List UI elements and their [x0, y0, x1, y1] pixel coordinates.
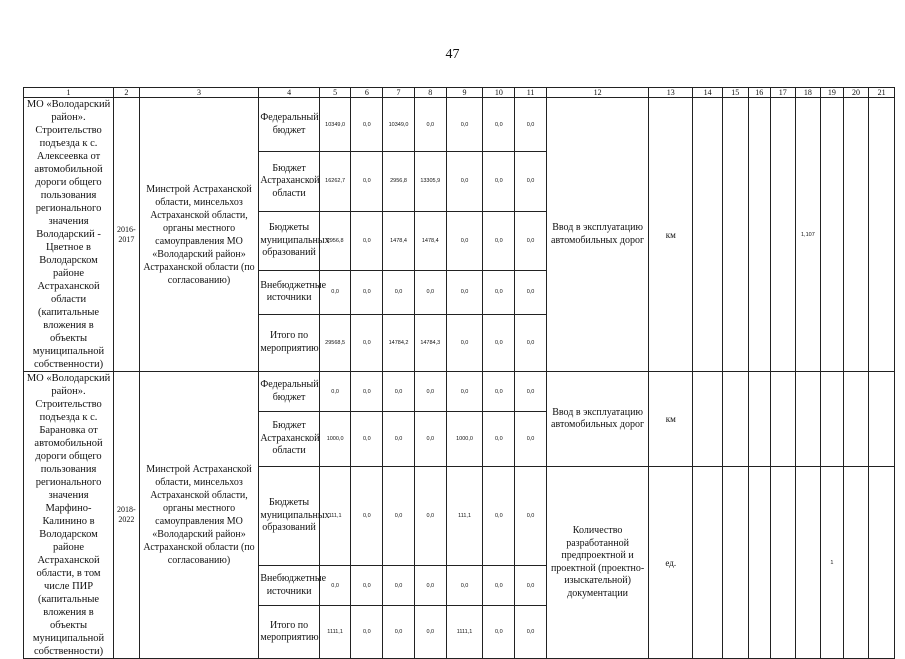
- unit-cell: км: [649, 98, 693, 372]
- funding-source: Федеральный бюджет: [259, 372, 319, 412]
- value-cell: 0,0: [414, 566, 446, 606]
- column-number: 3: [139, 88, 259, 98]
- column-number: 10: [483, 88, 515, 98]
- funding-source: Внебюджетные источники: [259, 566, 319, 606]
- value-cell: 0,0: [351, 412, 383, 467]
- column-number: 14: [693, 88, 723, 98]
- column-number: 16: [748, 88, 771, 98]
- empty-cell: [748, 467, 771, 659]
- column-number: 15: [722, 88, 748, 98]
- value-cell: 0,0: [383, 412, 415, 467]
- empty-cell: [843, 98, 869, 372]
- value-cell: 1478,4: [383, 211, 415, 271]
- value-cell: 0,0: [351, 467, 383, 566]
- value-cell: 10349,0: [319, 98, 351, 152]
- column-number: 8: [414, 88, 446, 98]
- unit-cell: ед.: [649, 467, 693, 659]
- empty-cell: [795, 372, 821, 467]
- value-cell: 2956,8: [319, 211, 351, 271]
- indicator-cell: Количество разработанной предпроектной и проектной (проектно-изыскательной) документации: [546, 467, 648, 659]
- value-cell: 111,1: [446, 467, 483, 566]
- value-cell: 0,0: [414, 372, 446, 412]
- empty-cell: [795, 467, 821, 659]
- empty-cell: [771, 98, 796, 372]
- empty-cell: [843, 467, 869, 659]
- value-cell: 16262,7: [319, 152, 351, 212]
- value-cell: 10349,0: [383, 98, 415, 152]
- value-cell: 0,0: [483, 467, 515, 566]
- value-cell: 0,0: [351, 98, 383, 152]
- value-cell: 0,0: [319, 372, 351, 412]
- value-cell: 0,0: [414, 98, 446, 152]
- value-cell: 0,0: [483, 98, 515, 152]
- executor-cell: Минстрой Астраханской области, минсельхоз Астраханской области, органы местного самоуправления МО «Володарский район» Астраханской области (по согласованию): [139, 372, 259, 659]
- value-cell: 0,0: [515, 606, 547, 659]
- empty-cell: [821, 98, 844, 372]
- executor-cell: Минстрой Астраханской области, минсельхоз Астраханской области, органы местного самоуправления МО «Володарский район» Астраханской области (по согласованию): [139, 98, 259, 372]
- value-cell: 0,0: [414, 606, 446, 659]
- value-cell: 0,0: [383, 467, 415, 566]
- value-cell: 0,0: [515, 98, 547, 152]
- empty-cell: [843, 372, 869, 467]
- value-cell: 0,0: [383, 566, 415, 606]
- value-cell: 0,0: [483, 271, 515, 314]
- value-cell: 1: [821, 467, 844, 659]
- value-cell: 0,0: [319, 566, 351, 606]
- empty-cell: [693, 372, 723, 467]
- period-years: 2016-2017: [114, 98, 140, 372]
- column-number: 12: [546, 88, 648, 98]
- value-cell: 0,0: [483, 314, 515, 371]
- value-cell: 0,0: [383, 606, 415, 659]
- object-description: МО «Володарский район». Строительство подъезда к с. Барановка от автомобильной дороги общего пользования регионального значения Марфино-Калинино в Володарском районе Астраханской области, в том числе ПИР (капитальные вложения в объекты муниципальной собственности): [24, 372, 114, 659]
- value-cell: 0,0: [515, 566, 547, 606]
- value-cell: 0,0: [351, 271, 383, 314]
- column-number: 11: [515, 88, 547, 98]
- column-number: 2: [114, 88, 140, 98]
- column-number: 4: [259, 88, 319, 98]
- value-cell: 29568,5: [319, 314, 351, 371]
- value-cell: 0,0: [414, 271, 446, 314]
- value-cell: 0,0: [446, 271, 483, 314]
- value-cell: 0,0: [483, 606, 515, 659]
- value-cell: 1111,1: [319, 606, 351, 659]
- column-number: 13: [649, 88, 693, 98]
- unit-cell: км: [649, 372, 693, 467]
- value-cell: 0,0: [383, 372, 415, 412]
- value-cell: 0,0: [446, 566, 483, 606]
- value-cell: 1,107: [795, 98, 821, 372]
- funding-source: Бюджеты муниципальных образований: [259, 467, 319, 566]
- column-number: 21: [869, 88, 895, 98]
- value-cell: 0,0: [319, 271, 351, 314]
- empty-cell: [869, 467, 895, 659]
- column-number-row: [24, 88, 895, 98]
- empty-cell: [722, 372, 748, 467]
- value-cell: 0,0: [483, 211, 515, 271]
- value-cell: 0,0: [351, 152, 383, 212]
- funding-source: Бюджет Астраханской области: [259, 412, 319, 467]
- value-cell: 0,0: [446, 372, 483, 412]
- empty-cell: [748, 98, 771, 372]
- funding-source: Итого по мероприятию: [259, 314, 319, 371]
- value-cell: 0,0: [515, 271, 547, 314]
- value-cell: 0,0: [351, 314, 383, 371]
- program-table: [23, 87, 895, 659]
- value-cell: 13305,9: [414, 152, 446, 212]
- column-number: 19: [821, 88, 844, 98]
- column-number: 18: [795, 88, 821, 98]
- empty-cell: [693, 98, 723, 372]
- empty-cell: [722, 467, 748, 659]
- table-row: [24, 98, 895, 152]
- value-cell: 0,0: [414, 412, 446, 467]
- value-cell: 1000,0: [446, 412, 483, 467]
- value-cell: 111,1: [319, 467, 351, 566]
- value-cell: 0,0: [351, 372, 383, 412]
- object-description: МО «Володарский район». Строительство подъезда к с. Алексеевка от автомобильной дороги общего пользования регионального значения Володарский - Цветное в Володарском районе Астраханской области (капитальные вложения в объекты муниципальной собственности): [24, 98, 114, 372]
- value-cell: 1111,1: [446, 606, 483, 659]
- value-cell: 0,0: [351, 606, 383, 659]
- indicator-cell: Ввод в эксплуатацию автомобильных дорог: [546, 372, 648, 467]
- empty-cell: [869, 98, 895, 372]
- value-cell: 0,0: [383, 271, 415, 314]
- page-number: 47: [445, 47, 460, 62]
- column-number: 1: [24, 88, 114, 98]
- value-cell: 0,0: [515, 372, 547, 412]
- value-cell: 2956,8: [383, 152, 415, 212]
- value-cell: 0,0: [515, 412, 547, 467]
- column-number: 6: [351, 88, 383, 98]
- funding-source: Федеральный бюджет: [259, 98, 319, 152]
- empty-cell: [771, 372, 796, 467]
- value-cell: 14784,2: [383, 314, 415, 371]
- funding-source: Внебюджетные источники: [259, 271, 319, 314]
- column-number: 9: [446, 88, 483, 98]
- value-cell: 0,0: [515, 467, 547, 566]
- empty-cell: [693, 467, 723, 659]
- column-number: 20: [843, 88, 869, 98]
- table-row: [24, 372, 895, 412]
- value-cell: 0,0: [515, 314, 547, 371]
- value-cell: 0,0: [414, 467, 446, 566]
- period-years: 2018-2022: [114, 372, 140, 659]
- value-cell: 1000,0: [319, 412, 351, 467]
- column-number: 7: [383, 88, 415, 98]
- indicator-cell: Ввод в эксплуатацию автомобильных дорог: [546, 98, 648, 372]
- value-cell: 0,0: [446, 314, 483, 371]
- empty-cell: [869, 372, 895, 467]
- empty-cell: [722, 98, 748, 372]
- value-cell: 1478,4: [414, 211, 446, 271]
- empty-cell: [748, 372, 771, 467]
- empty-cell: [771, 467, 796, 659]
- funding-source: Бюджеты муниципальных образований: [259, 211, 319, 271]
- value-cell: 0,0: [351, 566, 383, 606]
- value-cell: 0,0: [446, 152, 483, 212]
- empty-cell: [821, 372, 844, 467]
- value-cell: 0,0: [483, 566, 515, 606]
- value-cell: 0,0: [515, 211, 547, 271]
- value-cell: 0,0: [483, 152, 515, 212]
- column-number: 17: [771, 88, 796, 98]
- value-cell: 0,0: [483, 372, 515, 412]
- column-number: 5: [319, 88, 351, 98]
- value-cell: 0,0: [446, 98, 483, 152]
- value-cell: 0,0: [446, 211, 483, 271]
- value-cell: 0,0: [351, 211, 383, 271]
- funding-source: Итого по мероприятию: [259, 606, 319, 659]
- value-cell: 14784,3: [414, 314, 446, 371]
- funding-source: Бюджет Астраханской области: [259, 152, 319, 212]
- value-cell: 0,0: [483, 412, 515, 467]
- value-cell: 0,0: [515, 152, 547, 212]
